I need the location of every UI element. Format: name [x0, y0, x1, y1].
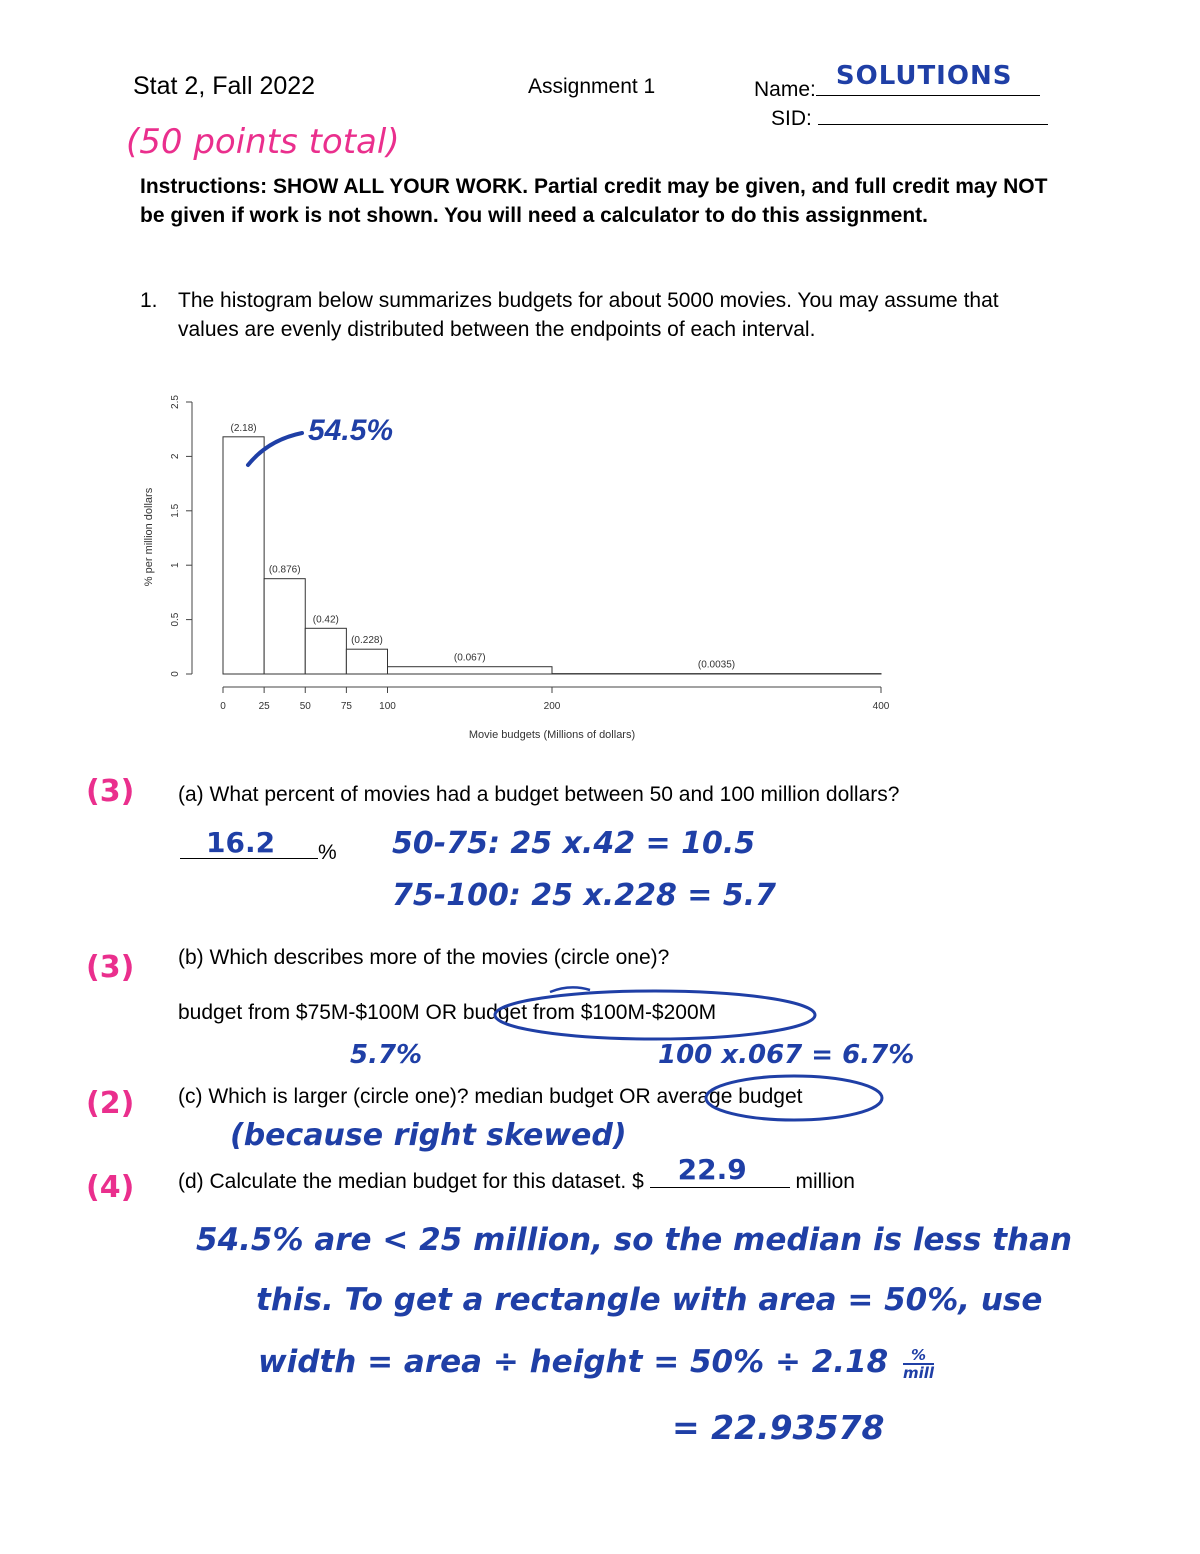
bar-value-label: (0.0035) — [697, 659, 736, 671]
sid-field[interactable] — [818, 104, 1048, 125]
circle-answer-c — [700, 1070, 900, 1130]
bar-value-label: (2.18) — [230, 422, 257, 434]
histogram-bar — [264, 579, 305, 674]
part-b-note-right: 100 x.067 = 6.7% — [658, 1040, 915, 1070]
y-axis-label: % per million dollars — [143, 487, 155, 587]
part-c-question: (c) Which is larger (circle one)? median budget OR — [178, 1085, 651, 1108]
y-tick-label: 2 — [170, 453, 181, 460]
y-tick-label: 0.5 — [170, 612, 181, 627]
y-tick-label: 0 — [170, 671, 181, 677]
name-handwritten: SOLUTIONS — [835, 61, 1013, 91]
part-d-work-line-4: = 22.93578 — [672, 1408, 885, 1447]
part-c-note: (because right skewed) — [230, 1118, 627, 1153]
part-a-answer-field[interactable] — [180, 826, 318, 859]
fraction-numerator: % — [903, 1347, 934, 1365]
assignment-title: Assignment 1 — [528, 75, 656, 98]
sid-label: SID: — [771, 107, 812, 130]
fraction-denominator: mill — [903, 1363, 935, 1382]
part-a-question: (a) What percent of movies had a budget between 50 and 100 million dollars? — [178, 783, 900, 806]
part-d-work-line-3 — [258, 1344, 934, 1381]
part-d-answer: 22.9 — [677, 1153, 747, 1186]
y-tick-label: 2.5 — [170, 395, 181, 409]
percent-unit: % — [318, 841, 337, 864]
x-tick-label: 400 — [872, 701, 890, 712]
name-field[interactable] — [816, 61, 1040, 96]
part-d-work-line-2: this. To get a rectangle with area = 50%, use — [256, 1282, 1043, 1318]
part-b-points: (3) — [86, 950, 135, 985]
part-d-answer-field[interactable] — [650, 1153, 790, 1188]
x-tick-label: 100 — [379, 701, 396, 712]
part-a-answer-row — [180, 826, 337, 865]
bar-value-label: (0.42) — [312, 614, 339, 626]
x-tick-label: 200 — [543, 701, 561, 712]
option-average-budget[interactable]: average budget — [656, 1085, 803, 1108]
histogram-bar — [346, 649, 387, 674]
x-axis-label: Movie budgets (Millions of dollars) — [468, 729, 636, 741]
name-row — [754, 61, 1040, 102]
option-75-100[interactable]: budget from $75M-$100M — [178, 1001, 420, 1024]
part-a-work-line-1: 50-75: 25 x.42 = 10.5 — [392, 826, 756, 861]
question-text: The histogram below summarizes budgets for about 5000 movies. You may assume that values are evenly distributed between the endpoints of each interval. — [178, 289, 999, 341]
histogram-bars — [223, 437, 881, 674]
bar-value-label: (0.876) — [268, 564, 301, 576]
part-a-points: (3) — [86, 774, 135, 809]
x-tick-label: 25 — [258, 701, 270, 712]
or-text: OR — [425, 1001, 457, 1024]
million-unit: million — [795, 1170, 855, 1193]
histogram-chart — [130, 385, 910, 755]
name-label: Name: — [754, 78, 816, 101]
x-axis — [220, 687, 890, 712]
sid-row — [771, 104, 1048, 131]
part-a-work-line-2: 75-100: 25 x.228 = 5.7 — [392, 878, 776, 913]
part-d-work-line-3-text: width = area ÷ height = 50% ÷ 2.18 — [258, 1344, 889, 1380]
part-d-work-line-1: 54.5% are < 25 million, so the median is less than — [196, 1222, 1073, 1258]
points-total-note: (50 points total) — [126, 122, 400, 162]
option-100-200[interactable]: budget from $100M-$200M — [462, 1001, 717, 1024]
part-b-note-left: 5.7% — [350, 1040, 423, 1070]
question-number: 1. — [140, 289, 158, 312]
y-tick-label: 1 — [170, 562, 181, 568]
part-a-answer: 16.2 — [206, 826, 276, 859]
histogram-bar — [388, 667, 553, 674]
x-tick-label: 75 — [340, 701, 352, 712]
question-1 — [140, 286, 1060, 344]
y-axis — [170, 395, 192, 677]
instructions: Instructions: SHOW ALL YOUR WORK. Partial credit may be given, and full credit may NOT be given if work is not shown. You will need a calculator to do this assignment. — [140, 175, 1048, 227]
course-title: Stat 2, Fall 2022 — [133, 72, 316, 100]
y-tick-label: 1.5 — [170, 503, 181, 518]
histogram-bar — [305, 628, 346, 674]
unit-fraction — [903, 1347, 934, 1381]
part-d-question: (d) Calculate the median budget for this dataset. $ — [178, 1170, 644, 1193]
bar-value-label: (0.067) — [453, 652, 486, 664]
annotation-54-5-percent: 54.5% — [308, 414, 394, 447]
part-d-question-row — [178, 1153, 855, 1194]
x-tick-label: 50 — [299, 701, 311, 712]
part-c-points: (2) — [86, 1086, 135, 1121]
part-d-points: (4) — [86, 1170, 135, 1205]
bar-value-label: (0.228) — [351, 635, 383, 647]
part-b-question: (b) Which describes more of the movies (circle one)? — [178, 946, 670, 969]
histogram-bar — [223, 437, 264, 674]
x-tick-label: 0 — [220, 701, 226, 712]
